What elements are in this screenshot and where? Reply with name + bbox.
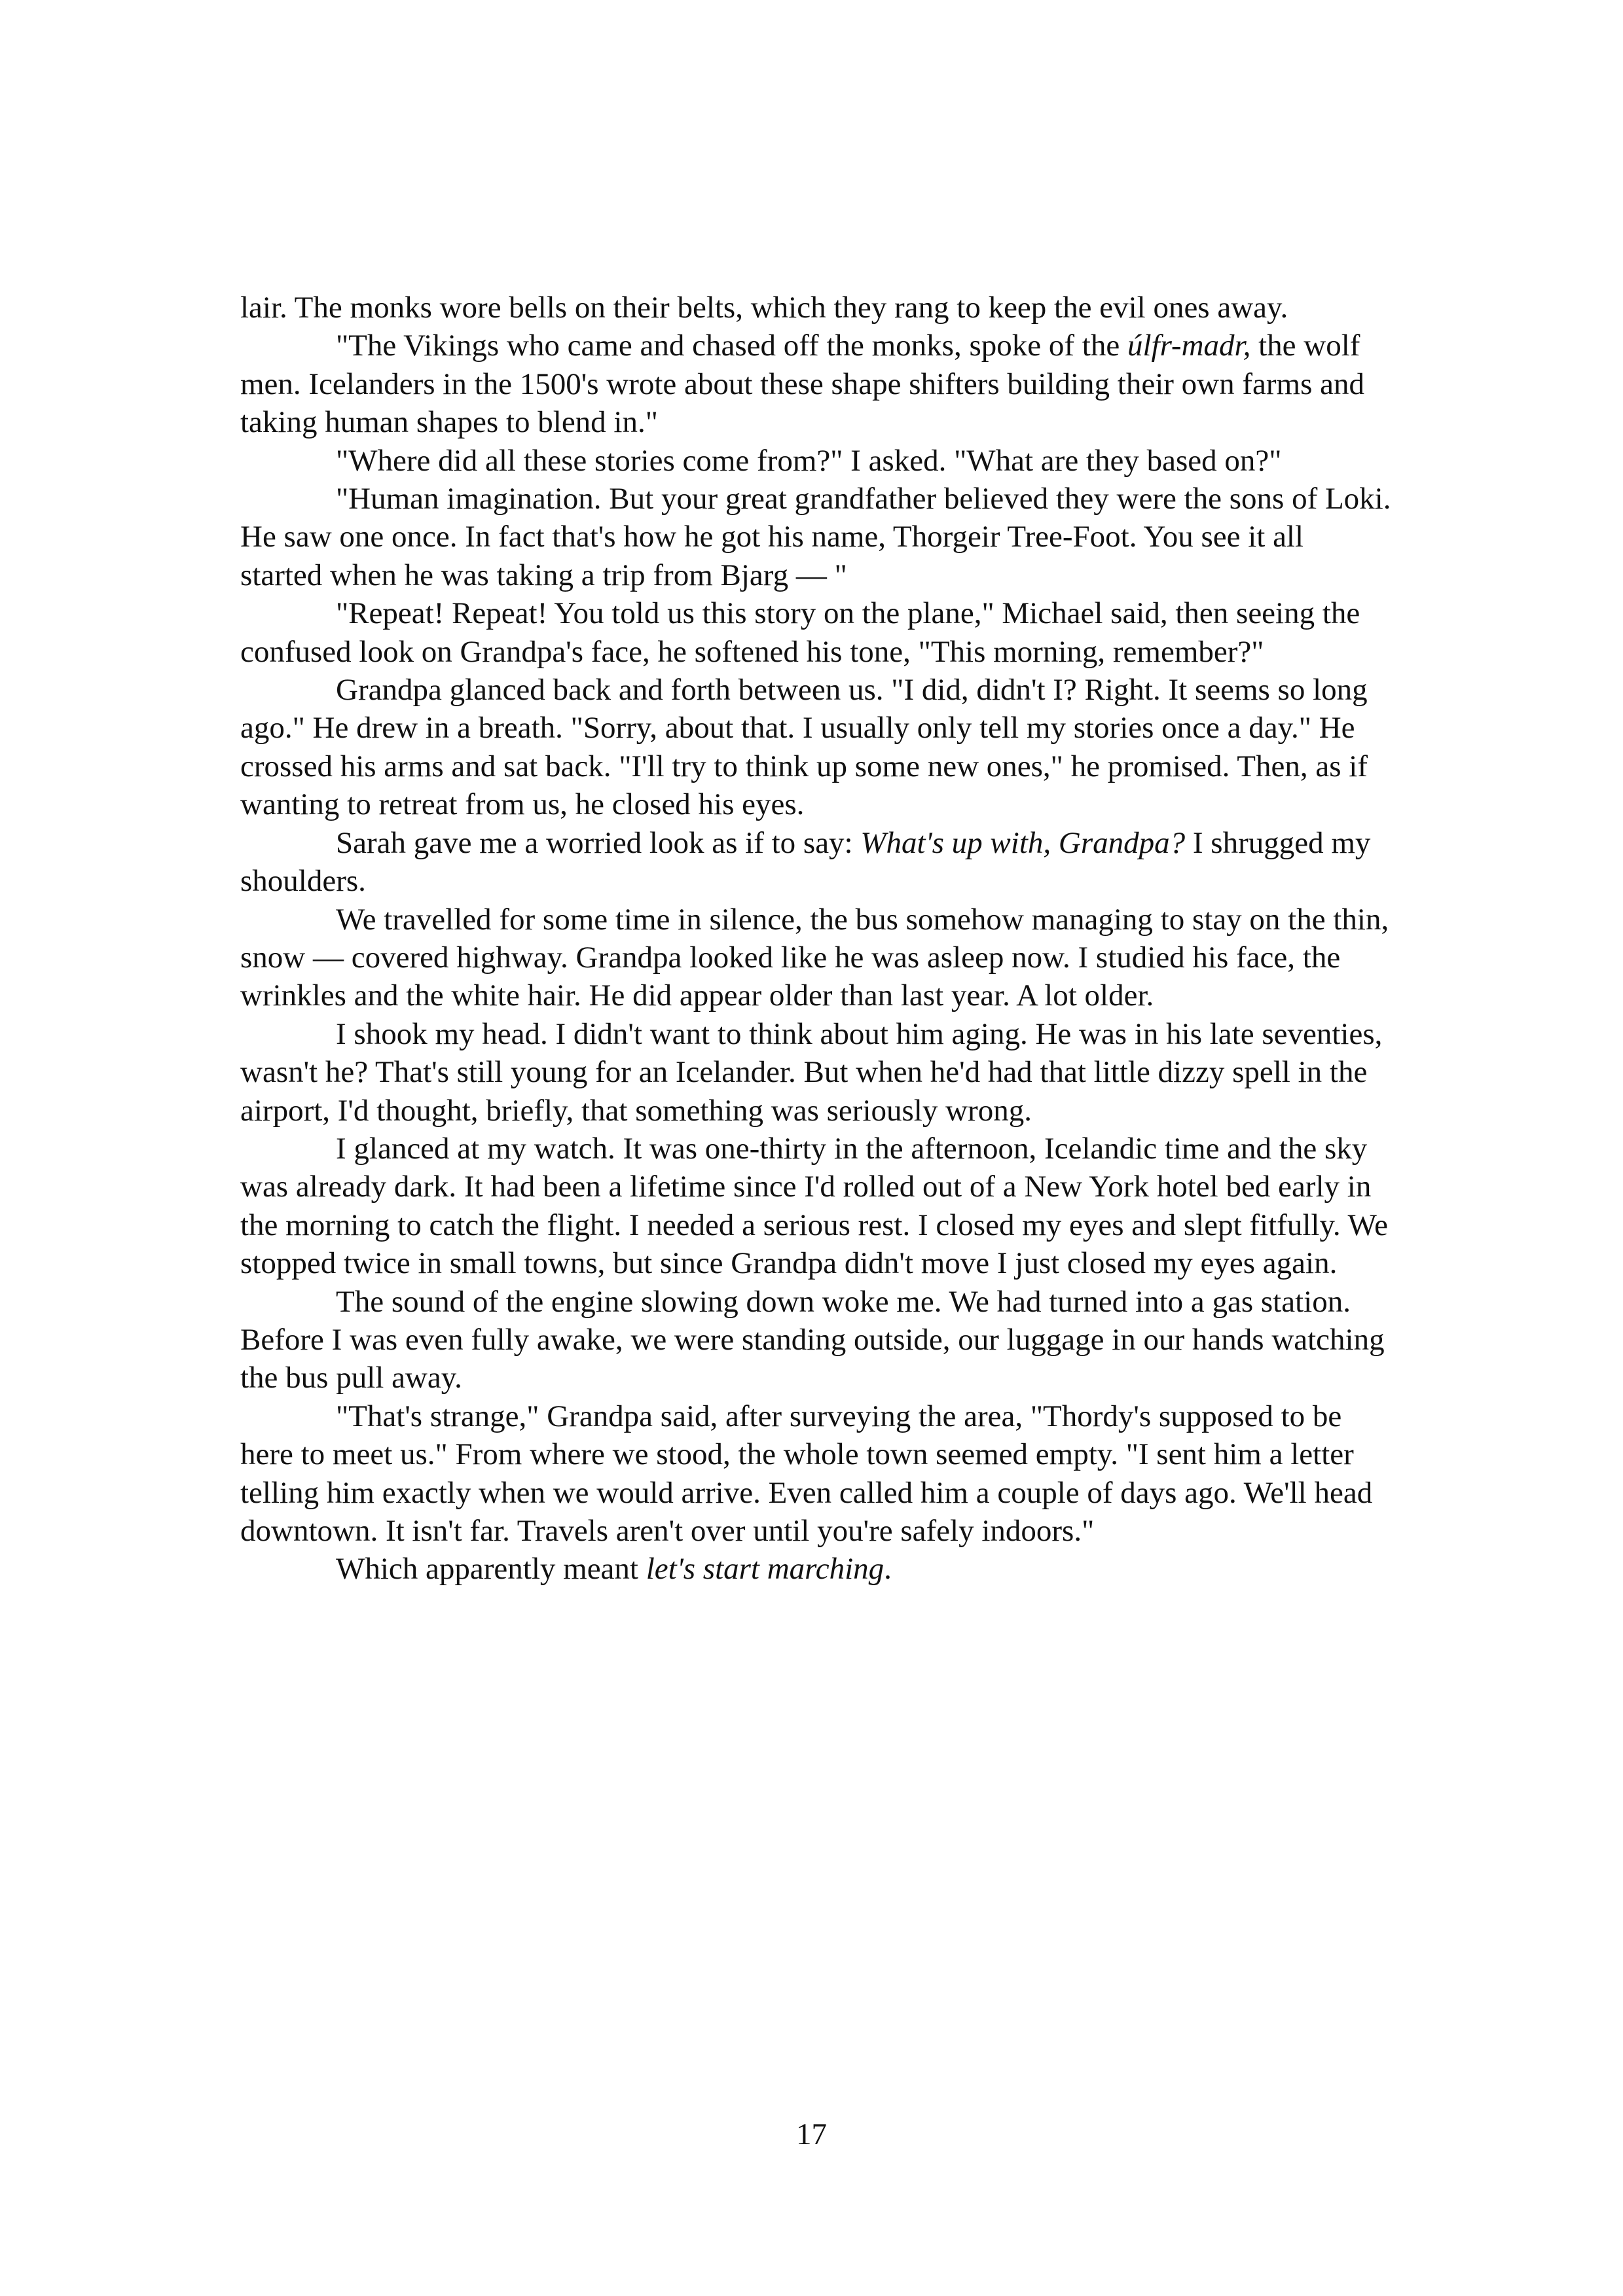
paragraph bbox=[240, 594, 1393, 671]
text-run: Sarah gave me a worried look as if to say: bbox=[336, 825, 861, 860]
page-number: 17 bbox=[796, 2117, 827, 2151]
italic-text: let's start marching bbox=[646, 1552, 884, 1587]
text-run: Grandpa glanced back and forth between us. "I did, didn't I? Right. It seems so long ago." He drew in a breath. "Sorry, about that. I usually only tell my stories once a day." He crossed his arms and sat back. "I'll try to think up some new ones," he promised. Then, as if wanting to retreat from us, he closed his eyes. bbox=[240, 673, 1368, 822]
text-run: "Human imagination. But your great grandfather believed they were the sons of Loki. He saw one once. In fact that's how he got his name, Thorgeir Tree-Foot. You see it all started when he was taking a trip from Bjarg — " bbox=[240, 482, 1391, 592]
text-run: the wolf men. Icelanders in the 1500's wrote about these shape shifters building their own farms and taking human shapes to blend in." bbox=[240, 329, 1364, 440]
italic-text: What's up with, Grandpa? bbox=[860, 825, 1186, 860]
paragraph bbox=[240, 824, 1393, 901]
body-text bbox=[240, 289, 1393, 1588]
text-run: We travelled for some time in silence, the bus somehow managing to stay on the thin, snow — covered highway. Grandpa looked like he was asleep now. I studied his face, the wrinkles and the white hair. He did appear older than last year. A lot older. bbox=[240, 902, 1389, 1013]
text-run: The sound of the engine slowing down woke me. We had turned into a gas station. Before I was even fully awake, we were standing outside, our luggage in our hands watching the bus pull away. bbox=[240, 1284, 1385, 1395]
text-run: "The Vikings who came and chased off the monks, spoke of the bbox=[336, 329, 1127, 363]
paragraph bbox=[240, 1550, 1393, 1588]
paragraph bbox=[240, 442, 1393, 480]
paragraph bbox=[240, 1015, 1393, 1130]
text-run: I shook my head. I didn't want to think about him aging. He was in his late seventies, wasn't he? That's still young for an Icelander. But when he'd had that little dizzy spell in the airport, I'd thought, briefly, that something was seriously wrong. bbox=[240, 1016, 1383, 1128]
text-run: Which apparently meant bbox=[336, 1552, 646, 1587]
text-run: . bbox=[884, 1552, 892, 1587]
paragraph bbox=[240, 1397, 1393, 1551]
paragraph bbox=[240, 901, 1393, 1015]
text-run: I glanced at my watch. It was one-thirty in the afternoon, Icelandic time and the sky was already dark. It had been a lifetime since I'd rolled out of a New York hotel bed early in the morning to catch the flight. I needed a serious rest. I closed my eyes and slept fitfully. We stopped twice in small towns, but since Grandpa didn't move I just closed my eyes again. bbox=[240, 1131, 1388, 1281]
paragraph bbox=[240, 480, 1393, 594]
italic-text: úlfr-madr, bbox=[1127, 329, 1251, 363]
text-run: "Repeat! Repeat! You told us this story on the plane," Michael said, then seeing the confused look on Grandpa's face, he softened his tone, "This morning, remember?" bbox=[240, 596, 1360, 669]
paragraph bbox=[240, 327, 1393, 441]
text-run: I shrugged my shoulders. bbox=[240, 825, 1371, 899]
paragraph bbox=[240, 671, 1393, 824]
paragraph bbox=[240, 289, 1393, 327]
text-run: lair. The monks wore bells on their belts, which they rang to keep the evil ones away. bbox=[240, 291, 1288, 325]
text-run: "Where did all these stories come from?" I asked. "What are they based on?" bbox=[336, 443, 1282, 478]
text-run: "That's strange," Grandpa said, after surveying the area, "Thordy's supposed to be here to meet us." From where we stood, the whole town seemed empty. "I sent him a letter telling him exactly when we would arrive. Even called him a couple of days ago. We'll head downtown. It isn't far. Travels aren't over until you're safely indoors." bbox=[240, 1399, 1373, 1548]
paragraph bbox=[240, 1283, 1393, 1397]
paragraph bbox=[240, 1130, 1393, 1283]
